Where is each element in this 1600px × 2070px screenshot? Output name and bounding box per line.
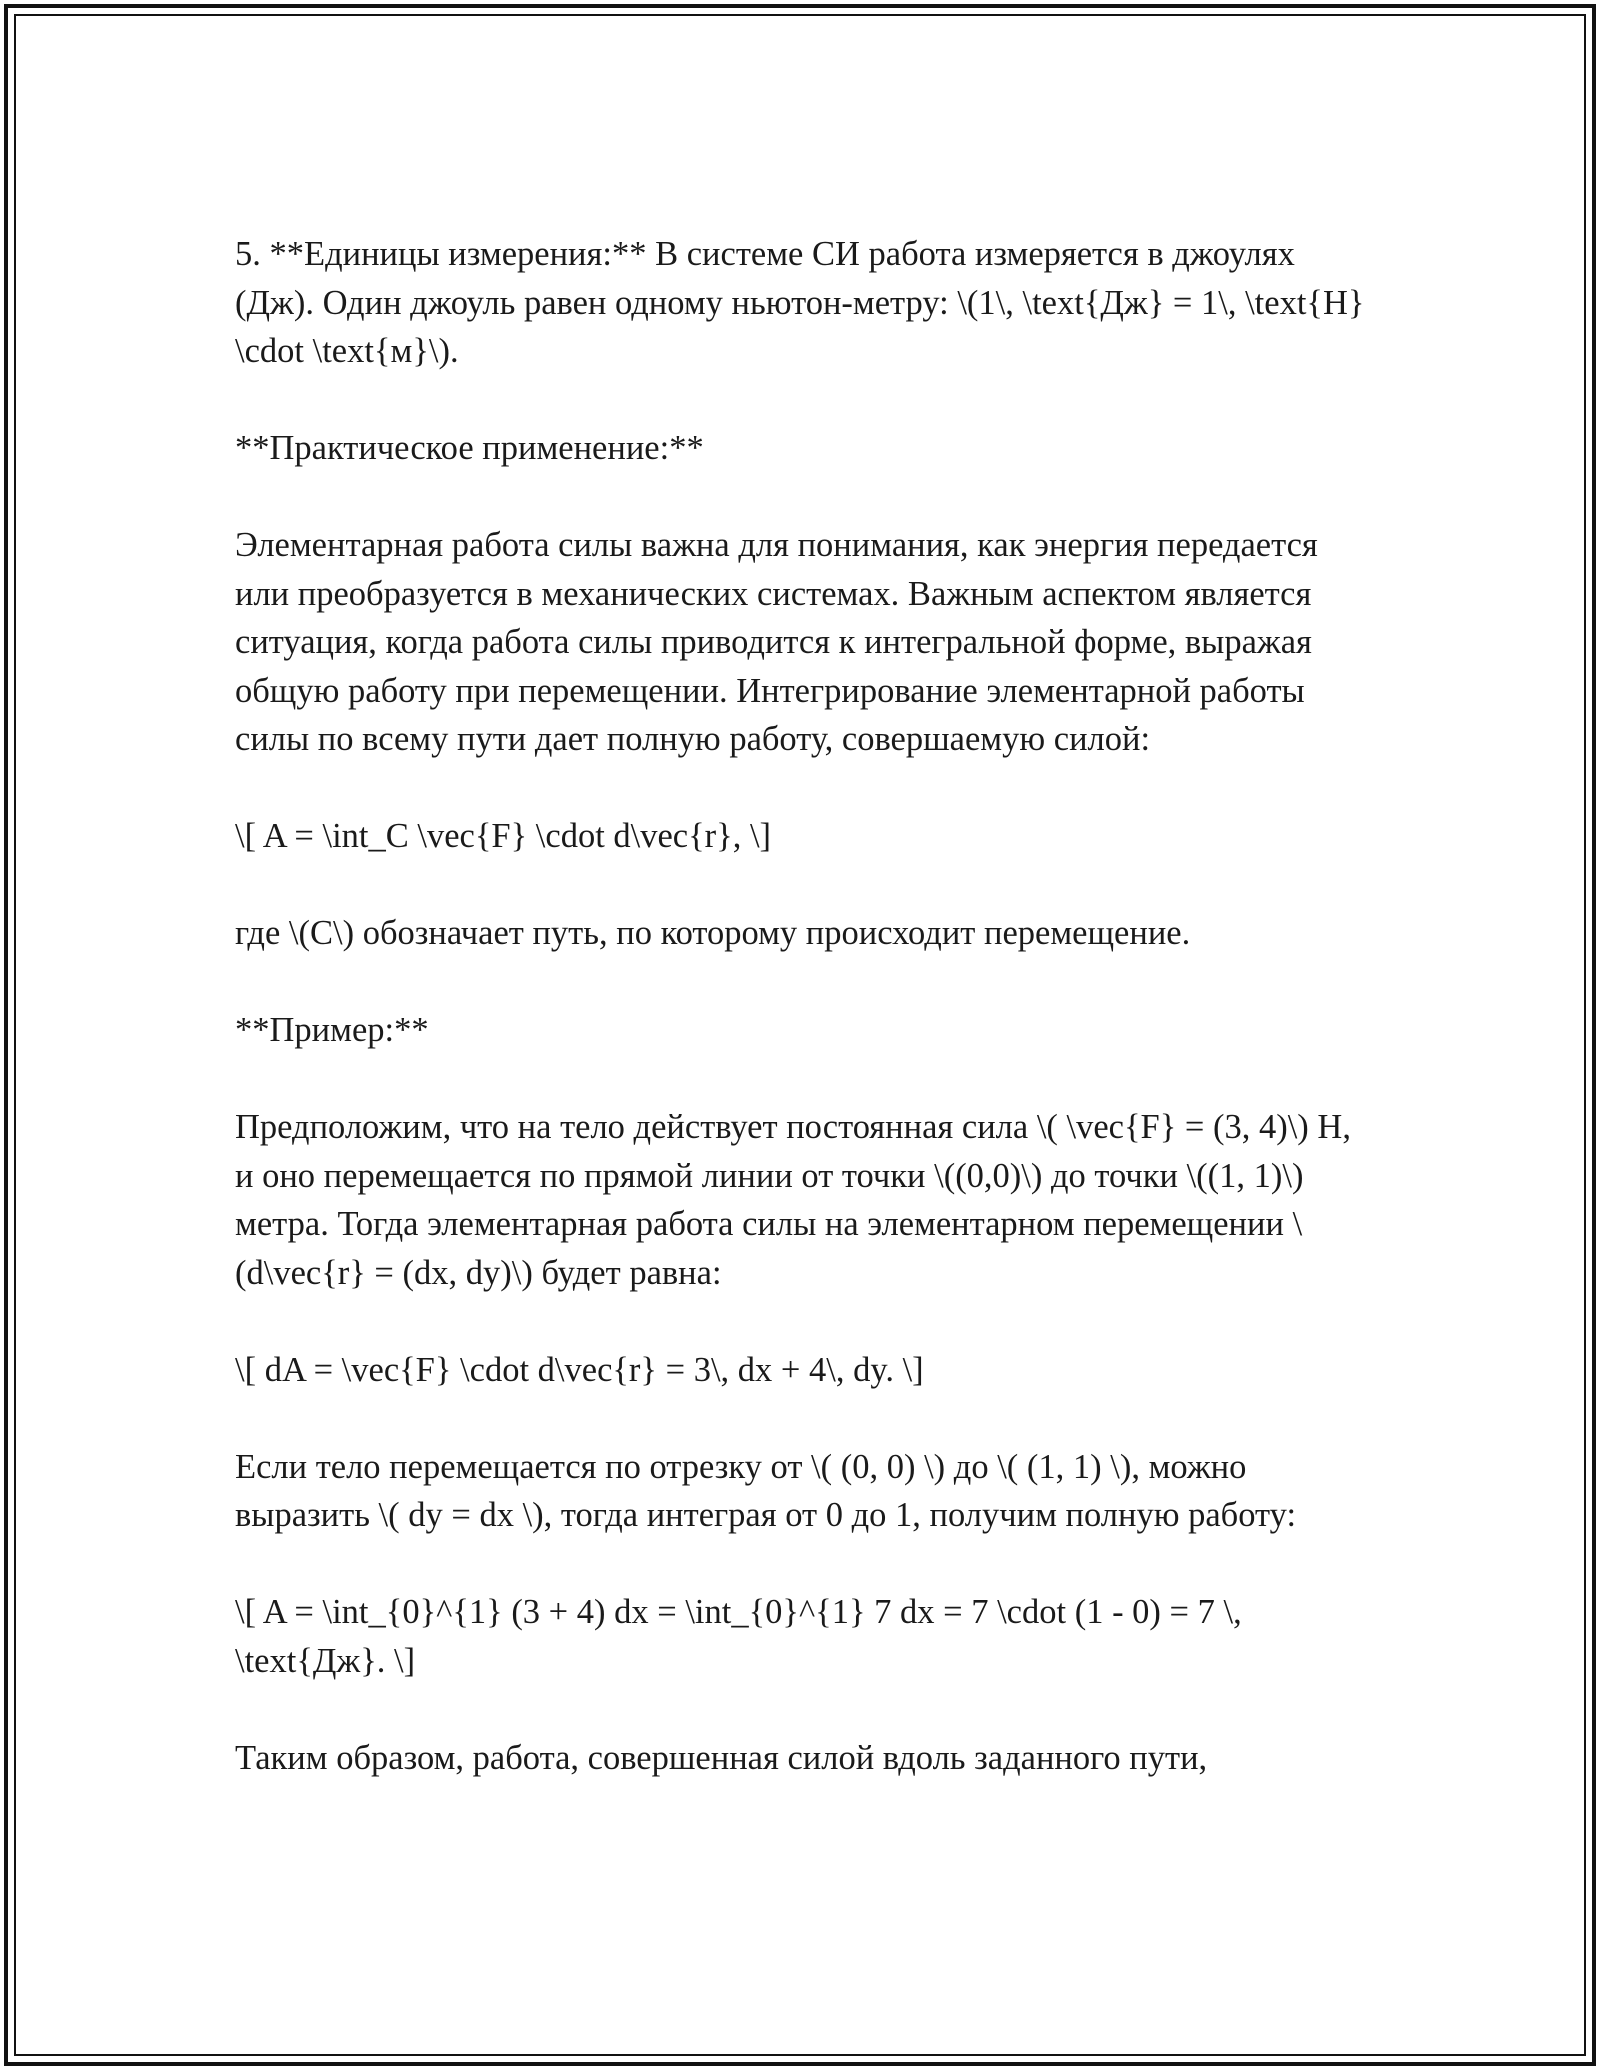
formula-integral-result: \[ A = \int_{0}^{1} (3 + 4) dx = \int_{0}^{1} 7 dx = 7 \cdot (1 - 0) = 7 \, \text{Дж}. \] [235,1593,1242,1680]
paragraph-conclusion: Таким образом, работа, совершенная силой вдоль заданного пути, [235,1738,1208,1777]
paragraph-example-setup: Предположим, что на тело действует постоянная сила \( \vec{F} = (3, 4)\) Н, и оно перемещается по прямой линии от точки \((0,0)\) до точки \((1, 1)\) метра. Тогда элементарная работа силы на элементарном перемещении \(d\vec{r} = (dx, dy)\) будет равна: [235,1108,1351,1292]
formula-elementary-work: \[ dA = \vec{F} \cdot d\vec{r} = 3\, dx + 4\, dy. \] [235,1350,924,1389]
paragraph-path-definition: где \(C\) обозначает путь, по которому происходит перемещение. [235,914,1191,952]
heading-practical-application: **Практическое применение:** [235,429,704,467]
paragraph-units: 5. **Единицы измерения:** В системе СИ работа измеряется в джоулях (Дж). Один джоуль равен одному ньютон-метру: \(1\, \text{Дж} = 1\, \text{Н} \cdot \text{м}\). [235,235,1365,370]
paragraph-elementary-work: Элементарная работа силы важна для понимания, как энергия передается или преобразуется в механических системах. Важным аспектом является ситуация, когда работа силы приводится к интегральной форме, выражая общую работу при перемещении. Интегрирование элементарной работы силы по всему пути дает полную работу, совершаемую силой: [235,526,1318,758]
formula-total-work: \[ A = \int_C \vec{F} \cdot d\vec{r}, \] [235,817,772,855]
document-body [235,230,1375,1782]
paragraph-segment-integration: Если тело перемещается по отрезку от \( (0, 0) \) до \( (1, 1) \), можно выразить \( dy = dx \), тогда интеграя от 0 до 1, получим полную работу: [235,1447,1297,1534]
heading-example: **Пример:** [235,1011,429,1049]
